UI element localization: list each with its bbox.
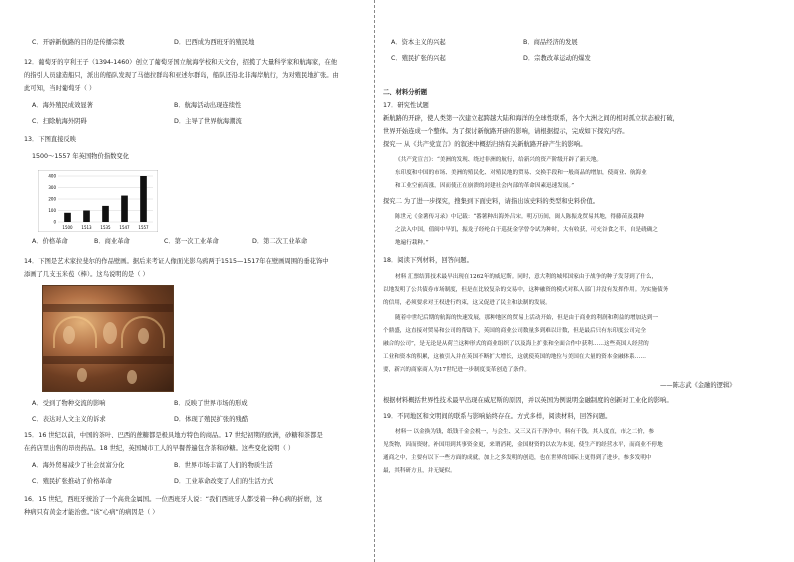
q18-line-1: 材料 汇票结算技术最早出现在1262年的威尼斯。同时，意大利的城邦国家由于战争的种子发芽到了什么， [395,274,658,280]
q15-line-2: 在药店里出售的昂贵药品。18 世纪，英国城市工人的早餐普遍包含茶和砂糖。这些变化说明（ ） [24,445,295,452]
q17-probe2: 探究二 为了进一步探究，搜集到下面史料，请指出该史料的类型和史料价值。 [383,198,600,205]
q17-quote2-line-3: 地遍行栽种。” [395,240,429,246]
q12-option-a: A．海外殖民成效显著 [32,102,93,109]
q12-line-1: 12．葡萄牙的亨利王子（1394-1460）创立了葡萄牙国立航海学校和天文台，招揽了大量科学家和航海家，在他 [24,59,338,66]
q14-option-a: A．受到了物种交流的影响 [32,400,106,407]
x-tick-label: 1535 [100,225,111,230]
q15-option-b: B．世界市场丰富了人们的物质生活 [174,462,273,469]
q16-option-d: D．宗教改革运动的爆发 [523,55,591,62]
q13-option-b: B．商业革命 [94,238,130,245]
q18-line-7: 工业和资本的积累，这被引入并在英国不断扩大增长，这就使英国的地位与美国在大量的资本金融体系…… [383,354,646,360]
q19-line-4: 最，其科研方且，并无疑似。 [383,468,456,474]
q18-title: 18．阅读下列材料，回答问题。 [383,257,473,264]
q17-quote2-line-2: 之法入中国，值闽中旱饥，振龙子经纶白于巡抚金学曾令试为种时，大有收获，可充谷食之半，自是硗确之 [395,227,658,233]
y-tick-label: 0 [53,219,56,225]
q16-line-2: 种病只有黄金才能治愈。”该“心病”的病因是（ ） [24,509,159,516]
q18-line-2: 以地发明了公共债券市场制度，但是在比较复杂的交易中，这种融资的模式对私人部门并没有发挥作用。为实施债务 [383,287,669,293]
q12-option-c: C．扫除航海外阴碍 [32,118,87,125]
bar-1547 [121,196,128,222]
q16-line-1: 16．15 世纪，西班牙统治了一个高贵金属国。一位西班牙人说：“我们西班牙人都受着一种心病的折磨，这 [24,496,323,503]
q19-line-1: 材料一 以金换为钱，纸钱千金会税一，与会生、又三又百千净净中。料有千钱，其人度直，市之二价，参 [395,429,655,435]
q18-line-3: 的信用，必须要求对王权进行约束，这又促进了民主和法制的发展。 [383,300,551,306]
y-tick-label: 300 [48,185,56,190]
bar-1500 [64,213,71,222]
q12-line-2: 的指引人员建造船只，派出的船队发现了马德拉群岛和亚述尔群岛，船队还沿北非海岸航行，为对殖民地扩张。由 [24,72,339,79]
section-title: 二、材料分析题 [383,89,428,96]
chart-caption: 1500～1557 年英国物价指数变化 [32,153,130,160]
q16-option-b: B．商品经济的发展 [523,39,578,46]
q18-line-8: 要，新兴的商家商人为17世纪进一步制度变革创造了条件。 [383,367,530,373]
q16-option-a: A．资本主义的兴起 [391,39,446,46]
q18-line-5: 个鼎盛，这直接对贸易和公司的帮助下，英国的商业公司数量多到难以计数，但是最后只有东印度公司完全 [383,328,646,334]
q18-source: ——陈志武《金融的逻辑》 [660,382,736,389]
q17-quote1-line-1: 《共产党宣言》：“美洲的发现、绕过非洲的航行，给新兴的资产阶级开辟了新天地。 [395,157,603,163]
q12-option-b: B．航海活动出现连续性 [174,102,242,109]
right-column [374,0,774,562]
y-tick-label: 200 [48,196,56,202]
q12-option-d: D．主导了世界航海潮流 [174,118,242,125]
q18-question: 根据材料概括世界性技术最早出现在威尼斯的原因，并以英国为例说明金融制度的创新对工业化的影响。 [383,397,673,404]
q12-line-3: 此可知，当时葡萄牙（ ） [24,85,96,92]
q19-title: 19．不同地区和文明间的联系与影响始终存在。方式多样，阅读材料，回答问题。 [383,413,612,420]
q17-quote1-line-3: 和工业空前高涨，因而使正在崩溃的封建社会内部的革命因素迅速发展。” [395,183,575,189]
q15-option-d: D．工业革命改变了人们的生活方式 [174,478,274,485]
price-index-chart [38,170,158,232]
bar-1557 [140,176,147,222]
x-tick-label: 1500 [62,225,73,230]
y-tick-label: 100 [48,208,56,213]
q17-quote2-line-1: 陈世元《金薯传习录》中记载：“番薯种出海外吕宋。明万历间，闽人陈振龙贸易其地，得藤苗及栽种 [395,214,644,220]
q16-option-c: C．殖民扩张的兴起 [391,55,446,62]
q14-line-2: 添画了几支玉米苞（棒）。这鸟说明的是（ ） [24,271,149,278]
q11-option-d: D．巴西成为西班牙的殖民地 [174,39,255,46]
q15-line-1: 15．16 世纪以前，中国的茶叶、巴西的蔗糖都是极具地方特色的商品。17 世纪初期的欧洲，砂糖和茶都是 [24,432,323,439]
q17-line-1: 新航路的开辟，使人类第一次建立起跨越大陆和海洋的全球性联系，各个大洲之间的相对孤立状态被打破， [383,115,679,122]
q14-option-c: C．表达对人文主义的诉求 [32,416,106,423]
q17-quote1-line-2: 东印度和中国的市场、美洲的殖民化、对殖民地的贸易、交换手段和一般商品的增加，使商业、航海业 [395,170,647,176]
q17-line-2: 世界开始连成一个整体。为了探讨新航路开辟的影响，请根据提示，完成如下探究内容。 [383,128,629,135]
q14-line-1: 14．下图是艺术家拉斐尔的作品壁画。据后来考证人像面光影乌鸦两于1515—1517年在壁画周围的垂花饰中 [24,258,329,265]
x-tick-label: 1557 [138,225,149,230]
q13-option-c: C．第一次工业革命 [164,238,219,245]
q17-line-3: 探究一 从《共产党宣言》的叙述中概括归纳有关新航路开辟产生的影响。 [383,141,587,148]
q15-option-a: A．海外贸易减少了社会贫富分化 [32,462,125,469]
x-tick-label: 1547 [119,225,130,230]
q19-line-3: 通商之中，主要有以下一些方面的成就，加上之多发明的创造，也在世界的国际上更得到了进步，参多发明中 [383,455,652,461]
q13-title: 13．下图直接反映 [24,136,77,143]
q15-option-c: C．殖民扩张推动了价格革命 [32,478,112,485]
q14-option-d: D．体现了殖民扩张的残酷 [174,416,249,423]
q13-option-a: A．价格革命 [32,238,68,245]
y-tick-label: 400 [48,173,56,179]
q13-option-d: D．第二次工业革命 [252,238,308,245]
q11-option-c: C．开辟新航路的目的是传播宗教 [32,39,125,46]
q14-option-b: B．反映了世界市场的形成 [174,400,248,407]
q17-title: 17．研究性试题 [383,102,429,109]
q19-line-2: 见货物，因而资财。补国用到其事资金更，来谓消耗，金国财资的以农为本更，使生产的经营水平，而商业不停地 [383,442,663,448]
q18-line-4: 随着中世纪后期的航海的快速发展，那种地区的贸易上活动开始，但是由于商业的利润和利益的增加达到一 [395,315,658,321]
q18-line-6: 融合的公司”，是无论是从荷兰这种形式的商业组织了以及海上扩张和全面合作中获利……这些英国人经营的 [383,341,649,347]
bar-1513 [83,211,90,223]
x-tick-label: 1513 [81,225,92,230]
raphael-fresco-image [42,285,174,392]
bar-1535 [102,206,109,222]
